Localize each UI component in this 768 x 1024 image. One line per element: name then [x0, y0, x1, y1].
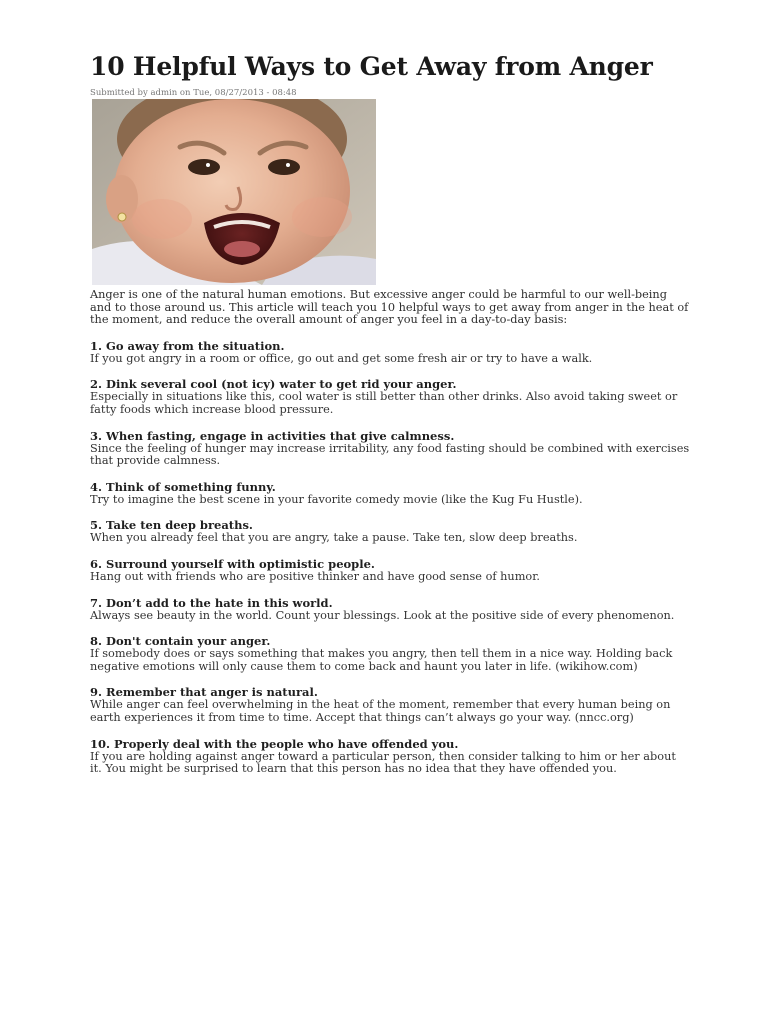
tip-8 — [90, 635, 690, 673]
tip-body: When you already feel that you are angry, take a pause. Take ten, slow deep breaths. — [90, 531, 578, 545]
tip-7 — [90, 597, 690, 623]
tip-body: If somebody does or says something that makes you angry, then tell them in a nice way. Holding back negative emotions will only cause them to come back and haunt you later in life. (wikihow.com) — [90, 647, 673, 673]
tip-heading: 8. Don't contain your anger. — [90, 634, 271, 649]
article-title: 10 Helpful Ways to Get Away from Anger — [90, 52, 653, 81]
tip-body: If you got angry in a room or office, go out and get some fresh air or try to have a walk. — [90, 351, 593, 365]
tip-4 — [90, 481, 690, 507]
tip-6 — [90, 558, 690, 584]
tip-2 — [90, 378, 690, 416]
tip-body: Since the feeling of hunger may increase irritability, any food fasting should be combined with exercises that provide calmness. — [90, 441, 690, 468]
tip-heading: 6. Surround yourself with optimistic people. — [90, 556, 375, 571]
tip-heading: 5. Take ten deep breaths. — [90, 518, 253, 533]
tip-body: While anger can feel overwhelming in the heat of the moment, remember that every human being on earth experiences it from time to time. Accept that things can’t always go your way. (nncc.org) — [90, 698, 671, 724]
submitted-meta: Submitted by admin on Tue, 08/27/2013 - 08:48 — [90, 88, 297, 98]
tip-heading: 2. Dink several cool (not icy) water to get rid your anger. — [90, 377, 457, 392]
tip-heading: 4. Think of something funny. — [90, 479, 276, 494]
tip-5 — [90, 519, 690, 545]
tip-1 — [90, 340, 690, 366]
angry-baby-photo — [92, 99, 376, 285]
tip-body: Especially in situations like this, cool water is still better than other drinks. Also avoid taking sweet or fatty foods which increase blood pressure. — [90, 390, 678, 416]
tip-10 — [90, 738, 690, 776]
tip-3 — [90, 430, 690, 468]
tip-heading: 9. Remember that anger is natural. — [90, 685, 318, 700]
tip-body: Try to imagine the best scene in your favorite comedy movie (like the Kug Fu Hustle). — [90, 492, 583, 506]
tip-9 — [90, 686, 690, 724]
tip-heading: 7. Don’t add to the hate in this world. — [90, 595, 333, 610]
tip-heading: 3. When fasting, engage in activities that give calmness. — [90, 428, 455, 443]
intro-paragraph: Anger is one of the natural human emotions. But excessive anger could be harmful to our well-being and to those around us. This article will teach you 10 helpful ways to get away from anger in the heat of the moment, and reduce the overall amount of anger you feel in a day-to-day basis: — [90, 288, 689, 327]
article — [90, 52, 690, 776]
tip-heading: 10. Properly deal with the people who have offended you. — [90, 736, 459, 751]
tip-body: If you are holding against anger toward a particular person, then consider talking to him or her about it. You might be surprised to learn that this person has no idea that they have offended you. — [90, 749, 676, 776]
tip-heading: 1. Go away from the situation. — [90, 338, 285, 353]
tip-body: Hang out with friends who are positive thinker and have good sense of humor. — [90, 569, 540, 583]
tip-body: Always see beauty in the world. Count your blessings. Look at the positive side of every phenomenon. — [90, 608, 675, 622]
